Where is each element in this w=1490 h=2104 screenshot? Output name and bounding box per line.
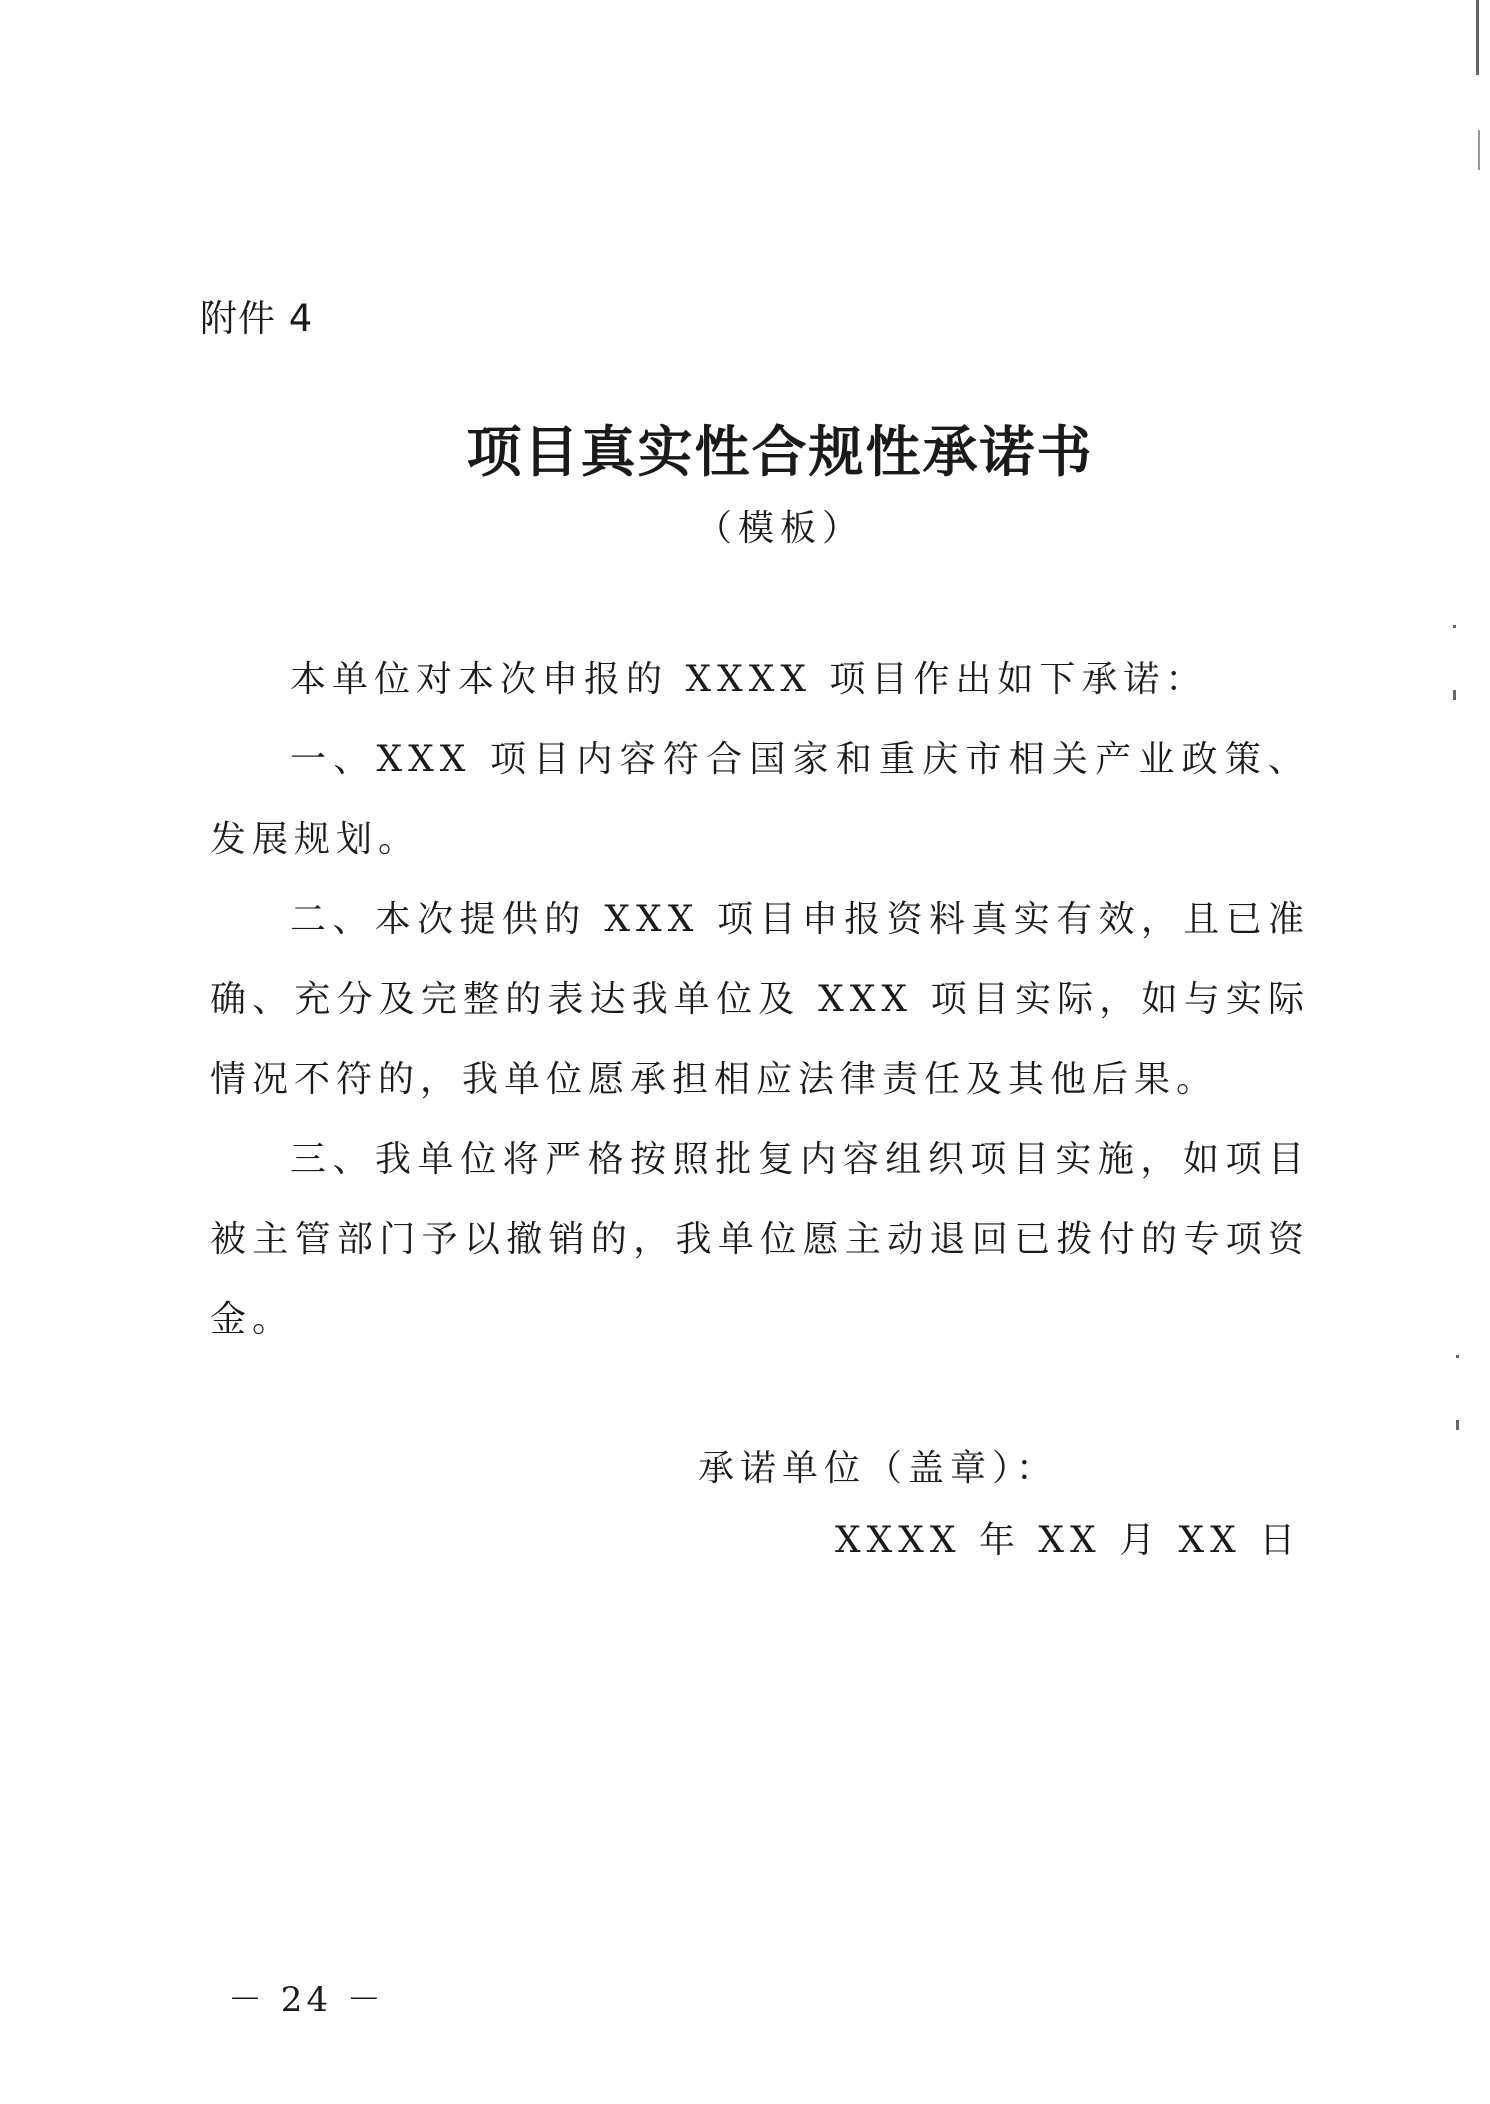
commitment-body: [210, 640, 1310, 1360]
scan-artifact: [1453, 690, 1456, 700]
paragraph-item-1: 一、XXX 项目内容符合国家和重庆市相关产业政策、发展规划。: [210, 739, 1310, 860]
document-subtitle: （模板）: [695, 508, 864, 549]
paragraph-item-3: 三、我单位将严格按照批复内容组织项目实施，如项目被主管部门予以撤销的，我单位愿主动退回已拨付的专项资金。: [210, 1139, 1310, 1340]
paragraph-intro: 本单位对本次申报的 XXXX 项目作出如下承诺：: [290, 659, 1208, 700]
attachment-label: 附件 4: [200, 297, 314, 340]
signature-date: XXXX 年 XX 月 XX 日: [835, 1520, 1302, 1561]
scan-artifact: [1456, 1355, 1459, 1358]
scan-artifact: [1453, 625, 1456, 628]
document-title: 项目真实性合规性承诺书: [466, 419, 1094, 484]
page-number: － 24 －: [228, 1980, 385, 2020]
scan-artifact: [1478, 130, 1480, 170]
signature-unit-label: 承诺单位（盖章）：: [698, 1448, 1059, 1489]
scan-artifact: [1476, 0, 1479, 75]
paragraph-item-2: 二、本次提供的 XXX 项目申报资料真实有效，且已准确、充分及完整的表达我单位及 XXX 项目实际，如与实际情况不符的，我单位愿承担相应法律责任及其他后果。: [210, 899, 1310, 1100]
scan-artifact: [1456, 1420, 1459, 1430]
